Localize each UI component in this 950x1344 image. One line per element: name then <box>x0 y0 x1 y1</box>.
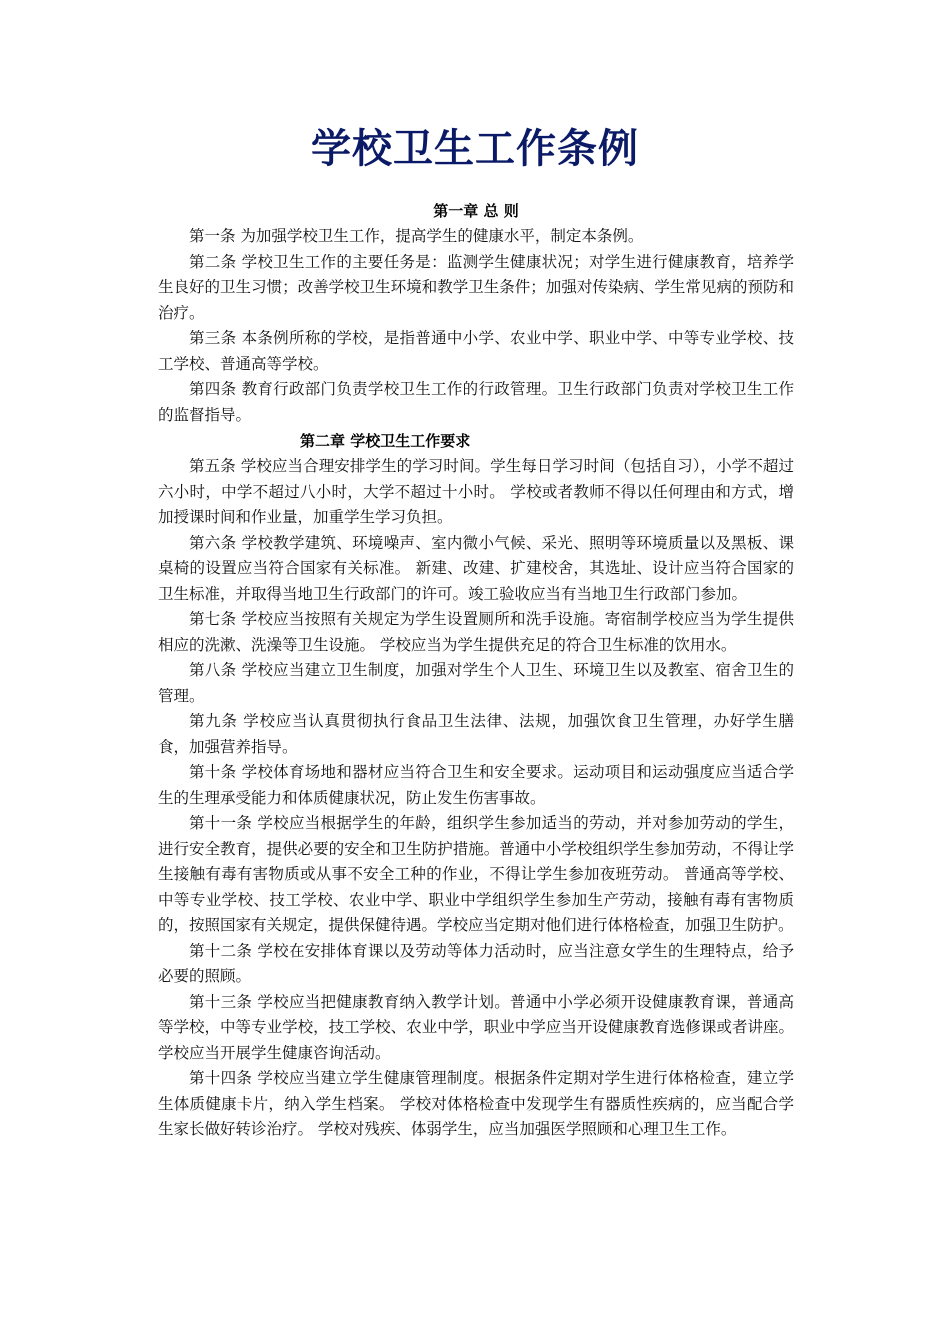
chapter-heading: 第一章 总 则 <box>433 202 519 220</box>
document-body <box>158 198 794 1143</box>
article-paragraph: 第四条 教育行政部门负责学校卫生工作的行政管理。卫生行政部门负责对学校卫生工作的监督指导。 <box>158 380 794 424</box>
article-paragraph: 第三条 本条例所称的学校，是指普通中小学、农业中学、职业中学、中等专业学校、技工学校、普通高等学校。 <box>158 329 794 373</box>
article-paragraph: 第六条 学校教学建筑、环境噪声、室内微小气候、采光、照明等环境质量以及黑板、课桌椅的设置应当符合国家有关标准。 新建、改建、扩建校舍，其选址、设计应当符合国家的卫生标准，并取得当地卫生行政部门的许可。竣工验收应当有当地卫生行政部门参加。 <box>158 533 794 603</box>
article-paragraph: 第五条 学校应当合理安排学生的学习时间。学生每日学习时间（包括自习），小学不超过六小时，中学不超过八小时，大学不超过十小时。 学校或者教师不得以任何理由和方式，增加授课时间和作业量，加重学生学习负担。 <box>158 457 794 526</box>
article-paragraph: 第七条 学校应当按照有关规定为学生设置厕所和洗手设施。寄宿制学校应当为学生提供相应的洗漱、洗澡等卫生设施。 学校应当为学生提供充足的符合卫生标准的饮用水。 <box>158 610 794 654</box>
article-paragraph: 第九条 学校应当认真贯彻执行食品卫生法律、法规，加强饮食卫生管理，办好学生膳食，加强营养指导。 <box>158 712 794 756</box>
article-paragraph: 第十三条 学校应当把健康教育纳入教学计划。普通中小学必须开设健康教育课，普通高等学校，中等专业学校，技工学校、农业中学，职业中学应当开设健康教育选修课或者讲座。 学校应当开展学生健康咨询活动。 <box>158 992 794 1062</box>
article-paragraph: 第八条 学校应当建立卫生制度，加强对学生个人卫生、环境卫生以及教室、宿舍卫生的管理。 <box>158 661 794 705</box>
article-paragraph: 第十一条 学校应当根据学生的年龄，组织学生参加适当的劳动，并对参加劳动的学生，进行安全教育，提供必要的安全和卫生防护措施。普通中小学校组织学生参加劳动，不得让学生接触有毒有害物质或从事不安全工种的作业，不得让学生参加夜班劳动。 普通高等学校、中等专业学校、技工学校、农业中学、职业中学组织学生参加生产劳动，接触有毒有害物质的，按照国家有关规定，提供保健待遇。学校应当定期对他们进行体格检查，加强卫生防护。 <box>158 814 794 934</box>
article-paragraph: 第十二条 学校在安排体育课以及劳动等体力活动时，应当注意女学生的生理特点，给予必要的照顾。 <box>158 941 794 985</box>
document-title: 学校卫生工作条例 <box>311 126 639 172</box>
article-paragraph: 第十条 学校体育场地和器材应当符合卫生和安全要求。运动项目和运动强度应当适合学生的生理承受能力和体质健康状况，防止发生伤害事故。 <box>158 763 794 807</box>
chapter-heading: 第二章 学校卫生工作要求 <box>300 432 471 450</box>
article-paragraph: 第二条 学校卫生工作的主要任务是：监测学生健康状况；对学生进行健康教育，培养学生良好的卫生习惯；改善学校卫生环境和教学卫生条件；加强对传染病、学生常见病的预防和治疗。 <box>158 252 794 322</box>
article-paragraph: 第一条 为加强学校卫生工作，提高学生的健康水平，制定本条例。 <box>189 227 644 245</box>
article-paragraph: 第十四条 学校应当建立学生健康管理制度。根据条件定期对学生进行体格检查，建立学生体质健康卡片，纳入学生档案。 学校对体格检查中发现学生有器质性疾病的，应当配合学生家长做好转诊治疗。 学校对残疾、体弱学生，应当加强医学照顾和心理卫生工作。 <box>158 1069 794 1138</box>
